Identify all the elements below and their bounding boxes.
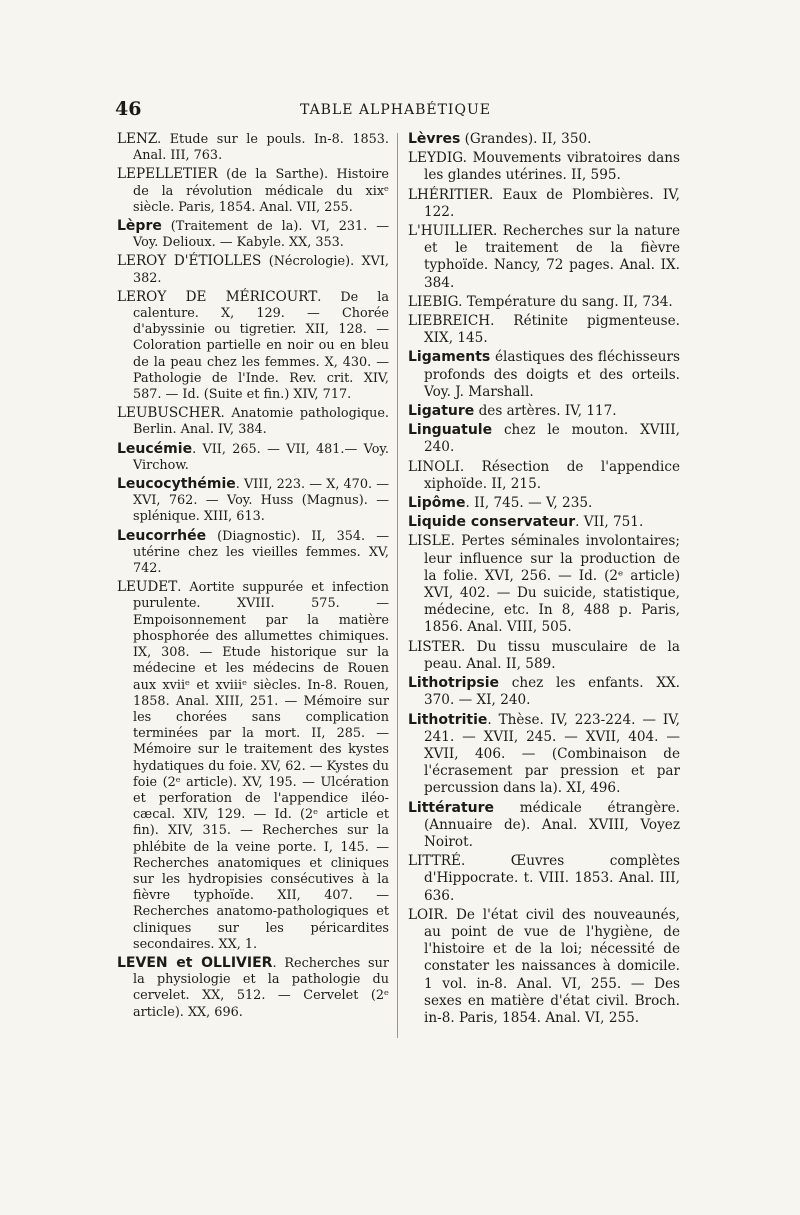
index-entry xyxy=(117,166,389,216)
entry-headword: Lithotripsie xyxy=(408,675,500,692)
index-column-left xyxy=(117,131,389,1023)
entry-references: chez les enfants. XX. 370. — XI, 240. xyxy=(424,675,680,709)
entry-references: . De la calenture. X, 129. — Chorée d'abyssinie ou tigretier. XII, 128. — Coloration partielle en noir ou en bleu de la peau chez les femmes. X, 430. — Pathologie de l'Inde. Rev. crit. XIV, 587. — Id. (Suite et fin.) XIV, 717. xyxy=(133,289,390,403)
entry-headword: LISLE xyxy=(408,533,451,550)
index-column-right xyxy=(408,131,680,1029)
entry-references: . Œuvres complètes d'Hippocrate. t. VIII. 1853. Anal. III, 636. xyxy=(424,853,680,904)
entry-headword: LITTRÉ xyxy=(408,853,461,870)
index-entry xyxy=(408,533,680,636)
entry-references: (Nécrologie). XVI, 382. xyxy=(133,254,389,286)
entry-references: (Traitement de la). VI, 231. — Voy. Delioux. — Kabyle. XX, 353. xyxy=(133,219,389,251)
entry-references: des artères. IV, 117. xyxy=(474,403,617,420)
entry-headword: Ligaments xyxy=(408,349,491,366)
index-entry xyxy=(117,131,389,164)
index-entry xyxy=(408,495,680,512)
index-entry xyxy=(408,675,680,709)
entry-headword: Littérature xyxy=(408,799,495,816)
entry-references: . VII, 751. xyxy=(575,514,644,531)
entry-references: . De l'état civil des nouveaunés, au point de vue de l'hygiène, de l'histoire et de la loi; nécessité de constater les naissances à domicile. 1 vol. in-8. Anal. VI, 255. — Des sexes en matière d'état civil. Broch. in-8. Paris, 1854. Anal. VI, 255. xyxy=(424,906,680,1026)
entry-headword: Lèvres xyxy=(408,131,461,147)
index-entry xyxy=(408,294,680,311)
entry-headword: LEUDET xyxy=(117,579,178,596)
entry-references: . Anatomie pathologique. Berlin. Anal. IV, 384. xyxy=(133,406,389,438)
entry-references: . Eaux de Plombières. IV, 122. xyxy=(424,186,680,220)
index-entry xyxy=(408,150,680,184)
entry-references: . Du tissu musculaire de la peau. Anal. II, 589. xyxy=(424,638,680,672)
entry-references: . Résection de l'appendice xiphoïde. II, 215. xyxy=(424,458,680,492)
running-title: TABLE ALPHABÉTIQUE xyxy=(300,102,491,118)
entry-headword: LIEBREICH xyxy=(408,313,491,330)
entry-references: . Température du sang. II, 734. xyxy=(458,293,673,310)
entry-headword: LINOLI xyxy=(408,458,460,475)
entry-headword: Leucorrhée xyxy=(117,527,207,544)
entry-references: médicale étrangère. (Annuaire de). Anal. XVIII, Voyez Noirot. xyxy=(424,799,680,850)
entry-references: (Grandes). II, 350. xyxy=(460,131,592,147)
entry-headword: LEROY D'ÉTIOLLES xyxy=(117,253,262,270)
entry-headword: LEPELLETIER xyxy=(117,166,218,183)
entry-headword: Lithotritie xyxy=(408,711,488,728)
entry-headword: Ligature xyxy=(408,403,475,420)
index-entry xyxy=(408,422,680,456)
entry-references: . VII, 265. — VII, 481.— Voy. Virchow. xyxy=(133,441,389,473)
entry-headword: LHÉRITIER xyxy=(408,186,490,203)
index-entry xyxy=(408,514,680,531)
index-entry xyxy=(117,441,389,474)
entry-references: . Aortite suppurée et infection purulente. XVIII. 575. — Empoisonnement par la matière phosphorée des allumettes chimiques. IX, 308. — Etude historique sur la médecine et les médecins de Rouen aux xviiᵉ et xviiiᵉ siècles. In-8. Rouen, 1858. Anal. XIII, 251. — Mémoire sur les chorées sans complication terminées par la mort. II, 285. — Mémoire sur le traitement des kystes hydatiques du foie. XV, 62. — Kystes du foie (2ᵉ article). XV, 195. — Ulcération et perforation de l'appendice iléo-cæcal. XIV, 129. — Id. (2ᵉ article et fin). XIV, 315. — Recherches sur la phlébite de la veine porte. I, 145. — Recherches anatomiques et cliniques sur les hydropisies consécutives à la fièvre typhoïde. XII, 407. — Recherches anatomo-pathologiques et cliniques sur les péricardites secondaires. XX, 1. xyxy=(133,580,389,952)
index-entry xyxy=(408,907,680,1027)
entry-references: chez le mouton. XVIII, 240. xyxy=(424,422,680,456)
entry-headword: LOIR xyxy=(408,906,444,923)
column-divider xyxy=(397,133,398,1038)
entry-references: . II, 745. — V, 235. xyxy=(465,495,593,512)
entry-headword: Lipôme xyxy=(408,495,466,512)
entry-references: (Diagnostic). II, 354. — utérine chez les vieilles femmes. XV, 742. xyxy=(133,528,389,577)
entry-headword: L'HUILLIER xyxy=(408,223,494,240)
entry-references: . Rétinite pigmenteuse. XIX, 145. xyxy=(424,313,680,347)
entry-headword: LEROY DE MÉRICOURT xyxy=(117,288,318,305)
entry-headword: Lèpre xyxy=(117,218,162,235)
entry-headword: LIEBIG xyxy=(408,293,459,310)
entry-headword: Linguatule xyxy=(408,422,493,439)
entry-headword: LENZ xyxy=(117,131,158,147)
index-entry xyxy=(117,405,389,438)
index-entry xyxy=(408,800,680,852)
page-number: 46 xyxy=(115,98,142,120)
index-entry xyxy=(117,579,389,953)
index-entry xyxy=(408,349,680,401)
index-entry xyxy=(117,218,389,251)
index-entry xyxy=(117,253,389,286)
index-entry xyxy=(408,403,680,420)
entry-references: . Recherches sur la physiologie et la pathologie du cervelet. XX, 512. — Cervelet (2ᵉ article). XX, 696. xyxy=(133,955,389,1020)
index-entry xyxy=(408,131,680,148)
index-entry xyxy=(408,639,680,673)
entry-headword: Leucémie xyxy=(117,440,193,457)
entry-headword: LEYDIG xyxy=(408,150,463,167)
entry-references: . Recherches sur la nature et le traitement de la fièvre typhoïde. Nancy, 72 pages. Anal. IX. 384. xyxy=(424,223,680,291)
entry-headword: Leucocythémie xyxy=(117,476,236,493)
index-entry xyxy=(117,955,389,1021)
entry-headword: LEUBUSCHER xyxy=(117,405,221,422)
index-entry xyxy=(408,187,680,221)
entry-references: . Mouvements vibratoires dans les glandes utérines. II, 595. xyxy=(424,150,680,184)
entry-references: . Thèse. IV, 223-224. — IV, 241. — XVII, 245. — XVII, 404. — XVII, 406. — (Combinaison de l'écrasement par pression et par percussion dans la). XI, 496. xyxy=(424,711,680,797)
entry-headword: LEVEN et OLLIVIER xyxy=(117,954,273,971)
entry-references: élastiques des fléchisseurs profonds des doigts et des orteils. Voy. J. Marshall. xyxy=(424,349,680,400)
index-entry xyxy=(408,712,680,798)
index-entry xyxy=(408,223,680,292)
entry-references: . Pertes séminales involontaires; leur influence sur la production de la folie. XVI, 256. — Id. (2ᵉ article) XVI, 402. — Du suicide, statistique, médecine, etc. In 8, 488 p. Paris, 1856. Anal. VIII, 505. xyxy=(424,533,680,636)
entry-references: . VIII, 223. — X, 470. — XVI, 762. — Voy. Huss (Magnus). — splénique. XIII, 613. xyxy=(133,477,389,525)
index-entry xyxy=(408,313,680,347)
index-entry xyxy=(117,476,389,526)
index-entry xyxy=(117,528,389,578)
index-entry xyxy=(408,853,680,905)
entry-headword: Liquide conservateur xyxy=(408,514,576,531)
index-entry xyxy=(408,459,680,493)
entry-references: . Etude sur le pouls. In-8. 1853. Anal. III, 763. xyxy=(133,132,389,164)
index-entry xyxy=(117,289,389,403)
entry-headword: LISTER xyxy=(408,638,461,655)
entry-references: (de la Sarthe). Histoire de la révolution médicale du xixᵉ siècle. Paris, 1854. Anal. VII, 255. xyxy=(133,167,389,215)
